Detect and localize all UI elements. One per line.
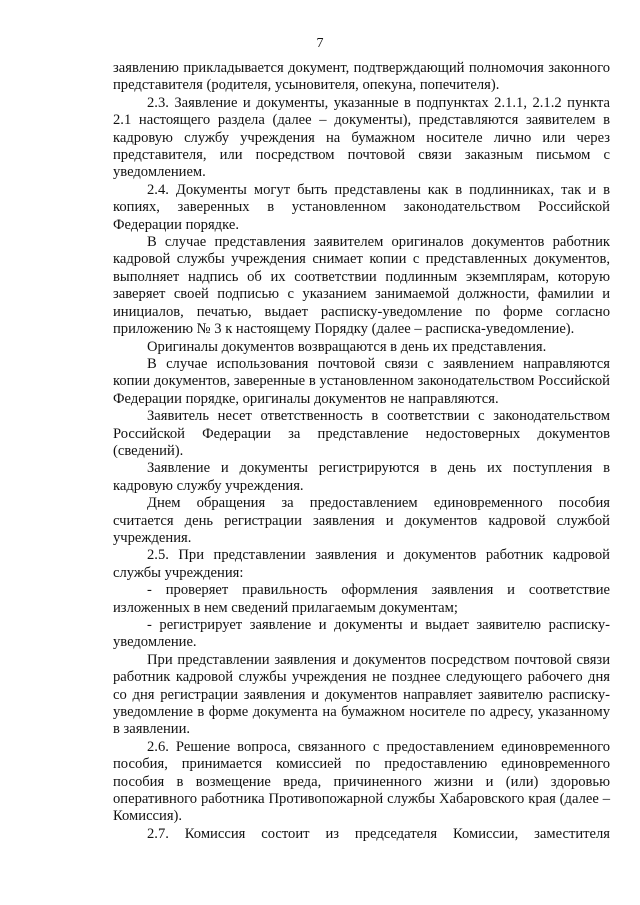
paragraph-2-7: 2.7. Комиссия состоит из председателя Комиссии, заместителя xyxy=(147,825,610,842)
paragraph-postal: В случае использования почтовой связи с заявлением направляются копии документов, заверенные в установленном законодательством Российской Федерации порядке, оригиналы документов не направляются. xyxy=(113,355,610,407)
paragraph-originals-copies: В случае представления заявителем оригиналов документов работник кадровой службы учреждения снимает копии с представленных документов, выполняет надпись об их соответствии подлинным экземплярам, которую заверяет своей подписью с указанием занимаемой должности, фамилии и инициалов, печатью, выдает расписку-уведомление по форме согласно приложению № 3 к настоящему Порядку (далее – расписка-уведомление). xyxy=(113,234,610,338)
document-body xyxy=(113,60,610,843)
list-item-registers: - регистрирует заявление и документы и выдает заявителю расписку-уведомление. xyxy=(113,617,610,651)
paragraph-application-day: Днем обращения за предоставлением единовременного пособия считается день регистрации заявления и документов кадровой службой учреждения. xyxy=(113,495,610,546)
list-item-checks: - проверяет правильность оформления заявления и соответствие изложенных в нем сведений прилагаемым документам; xyxy=(113,582,610,616)
paragraph-continuation: заявлению прикладывается документ, подтверждающий полномочия законного представителя (родителя, усыновителя, опекуна, попечителя). xyxy=(113,60,610,94)
paragraph-2-5: 2.5. При представлении заявления и документов работник кадровой службы учреждения: xyxy=(113,547,610,581)
page-number: 7 xyxy=(316,36,324,51)
paragraph-postal-receipt: При представлении заявления и документов посредством почтовой связи работник кадровой службы учреждения не позднее следующего рабочего дня со дня регистрации заявления и документов направляет заявителю расписку-уведомление в форме документа на бумажном носителе по адресу, указанному в заявлении. xyxy=(113,651,610,738)
paragraph-registration: Заявление и документы регистрируются в день их поступления в кадровую службу учреждения. xyxy=(113,460,610,494)
paragraph-2-3: 2.3. Заявление и документы, указанные в подпунктах 2.1.1, 2.1.2 пункта 2.1 настоящего раздела (далее – документы), представляются заявителем в кадровую службу учреждения на бумажном носителе лично или через представителя, или посредством почтовой связи заказным письмом с уведомлением. xyxy=(113,94,610,181)
paragraph-responsibility: Заявитель несет ответственность в соответствии с законодательством Российской Федерации за представление недостоверных документов (сведений). xyxy=(113,408,610,459)
paragraph-2-4: 2.4. Документы могут быть представлены как в подлинниках, так и в копиях, заверенных в установленном законодательством Российской Федерации порядке. xyxy=(113,181,610,233)
paragraph-2-6: 2.6. Решение вопроса, связанного с предоставлением единовременного пособия, принимается комиссией по предоставлению единовременного пособия в возмещение вреда, причиненного жизни и (или) здоровью оперативного работника Противопожарной службы Хабаровского края (далее – Комиссия). xyxy=(113,738,610,825)
paragraph-originals-returned: Оригиналы документов возвращаются в день их представления. xyxy=(147,338,547,355)
